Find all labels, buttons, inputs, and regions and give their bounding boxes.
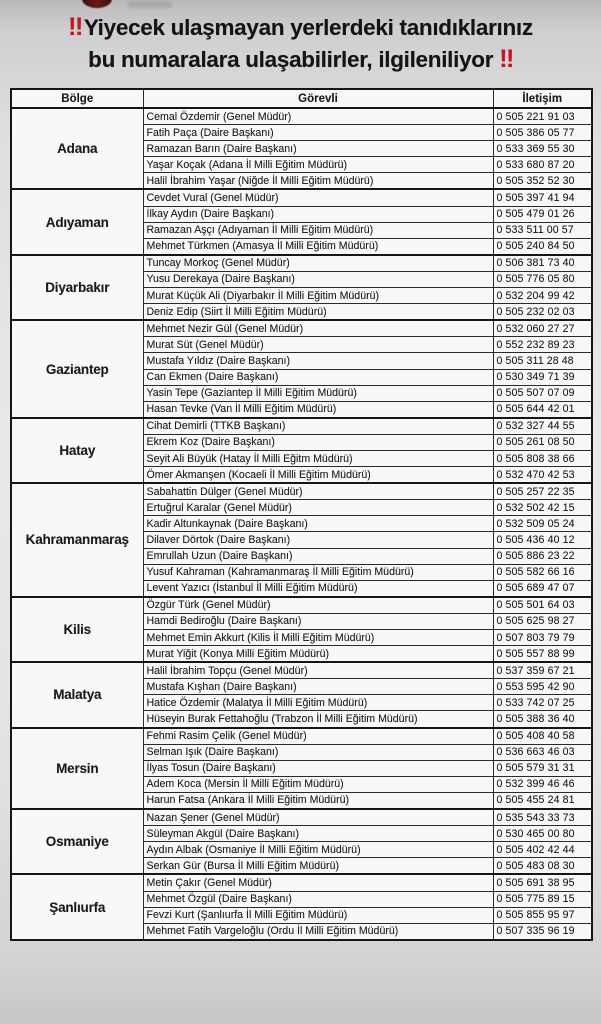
person-cell: Ramazan Aşçı (Adıyaman İl Milli Eğitim Müdürü) [143, 222, 493, 238]
person-cell: Can Ekmen (Daire Başkanı) [143, 369, 493, 385]
person-cell: Seyit Ali Büyük (Hatay İl Milli Eğitm Müdürü) [143, 450, 493, 466]
phone-cell: 0 505 311 28 48 [493, 353, 592, 369]
phone-cell: 0 505 775 89 15 [493, 891, 592, 907]
person-cell: Hamdi Bediroğlu (Daire Başkanı) [143, 613, 493, 629]
table-row [11, 189, 592, 206]
phone-cell: 0 505 689 47 07 [493, 580, 592, 597]
phone-cell: 0 505 483 08 30 [493, 858, 592, 875]
phone-cell: 0 505 402 42 44 [493, 842, 592, 858]
col-header-contact: İletişim [493, 89, 592, 108]
person-cell: Selman Işık (Daire Başkanı) [143, 744, 493, 760]
phone-cell: 0 533 511 00 57 [493, 222, 592, 238]
timestamp-smudge [128, 1, 172, 8]
table-row [11, 418, 592, 435]
phone-cell: 0 505 221 91 03 [493, 108, 592, 125]
person-cell: Dilaver Dörtok (Daire Başkanı) [143, 532, 493, 548]
region-cell: Malatya [11, 662, 143, 727]
region-cell: Adıyaman [11, 189, 143, 254]
phone-cell: 0 532 470 42 53 [493, 467, 592, 484]
person-cell: Kadir Altunkaynak (Daire Başkanı) [143, 516, 493, 532]
person-cell: Yasin Tepe (Gaziantep İl Milli Eğitim Müdürü) [143, 385, 493, 401]
phone-cell: 0 505 579 31 31 [493, 760, 592, 776]
person-cell: İlkay Aydın (Daire Başkanı) [143, 206, 493, 222]
title-line1: Yiyecek ulaşmayan yerlerdeki tanıdıklarınız [83, 15, 533, 40]
contact-table [10, 88, 593, 941]
person-cell: Adem Koca (Mersin İl Milli Eğitim Müdürü) [143, 776, 493, 792]
col-header-region: Bölge [11, 89, 143, 108]
person-cell: Halil İbrahim Yaşar (Niğde İl Milli Eğitim Müdürü) [143, 173, 493, 190]
phone-cell: 0 530 465 00 80 [493, 826, 592, 842]
phone-cell: 0 532 509 05 24 [493, 516, 592, 532]
person-cell: Murat Yiğit (Konya Milli Eğitim Müdürü) [143, 646, 493, 663]
table-row [11, 874, 592, 891]
region-cell: Adana [11, 108, 143, 189]
person-cell: Yusuf Kahraman (Kahramanmaraş İl Milli Eğitim Müdürü) [143, 564, 493, 580]
profile-logo-partial-icon [82, 0, 112, 8]
person-cell: Cevdet Vural (Genel Müdür) [143, 189, 493, 206]
col-header-person: Görevli [143, 89, 493, 108]
person-cell: Hasan Tevke (Van İl Milli Eğitim Müdürü) [143, 401, 493, 418]
person-cell: Özgür Türk (Genel Müdür) [143, 597, 493, 614]
person-cell: Cemal Özdemir (Genel Müdür) [143, 108, 493, 125]
phone-cell: 0 505 625 98 27 [493, 613, 592, 629]
person-cell: Deniz Edip (Siirt İl Milli Eğitim Müdürü) [143, 304, 493, 321]
phone-cell: 0 505 855 95 97 [493, 907, 592, 923]
region-cell: Şanlıurfa [11, 874, 143, 939]
person-cell: Hüseyin Burak Fettahoğlu (Trabzon İl Milli Eğitim Müdürü) [143, 711, 493, 728]
person-cell: Mehmet Emin Akkurt (Kilis İl Milli Eğitim Müdürü) [143, 630, 493, 646]
person-cell: Metin Çakır (Genel Müdür) [143, 874, 493, 891]
person-cell: Murat Küçük Ali (Diyarbakır İl Milli Eğitim Müdürü) [143, 288, 493, 304]
person-cell: Harun Fatsa (Ankara İl Milli Eğitim Müdürü) [143, 792, 493, 809]
person-cell: Nazan Şener (Genel Müdür) [143, 809, 493, 826]
region-cell: Diyarbakır [11, 255, 143, 320]
page-title [0, 12, 601, 76]
person-cell: Mustafa Kışhan (Daire Başkanı) [143, 679, 493, 695]
table-row [11, 320, 592, 337]
person-cell: Ömer Akmanşen (Kocaeli İl Milli Eğitim Müdürü) [143, 467, 493, 484]
table-row [11, 809, 592, 826]
phone-cell: 0 535 543 33 73 [493, 809, 592, 826]
region-cell: Gaziantep [11, 320, 143, 418]
person-cell: Fehmi Rasim Çelik (Genel Müdür) [143, 728, 493, 745]
phone-cell: 0 532 060 27 27 [493, 320, 592, 337]
phone-cell: 0 505 388 36 40 [493, 711, 592, 728]
phone-cell: 0 530 349 71 39 [493, 369, 592, 385]
title-line2: bu numaralara ulaşabilirler, ilgileniliyor [88, 46, 494, 72]
phone-cell: 0 505 582 66 16 [493, 564, 592, 580]
phone-cell: 0 505 408 40 58 [493, 728, 592, 745]
header-row [11, 89, 592, 108]
phone-cell: 0 533 742 07 25 [493, 695, 592, 711]
region-cell: Mersin [11, 728, 143, 809]
phone-cell: 0 537 359 67 21 [493, 662, 592, 679]
phone-cell: 0 505 507 07 09 [493, 385, 592, 401]
region-cell: Hatay [11, 418, 143, 483]
phone-cell: 0 505 455 24 81 [493, 792, 592, 809]
phone-cell: 0 505 557 88 99 [493, 646, 592, 663]
person-cell: Ertuğrul Karalar (Genel Müdür) [143, 500, 493, 516]
phone-cell: 0 507 335 96 19 [493, 923, 592, 940]
person-cell: Fatih Paça (Daire Başkanı) [143, 125, 493, 141]
phone-cell: 0 505 479 01 26 [493, 206, 592, 222]
person-cell: Süleyman Akgül (Daire Başkanı) [143, 826, 493, 842]
phone-cell: 0 505 501 64 03 [493, 597, 592, 614]
phone-cell: 0 505 397 41 94 [493, 189, 592, 206]
person-cell: Fevzi Kurt (Şanlıurfa İl Milli Eğitim Müdürü) [143, 907, 493, 923]
person-cell: Mehmet Türkmen (Amasya İl Milli Eğitim Müdürü) [143, 238, 493, 255]
region-cell: Kahramanmaraş [11, 483, 143, 597]
table-row [11, 662, 592, 679]
exclamation-right-icon: !! [499, 44, 513, 73]
table-row [11, 483, 592, 500]
table-row [11, 597, 592, 614]
region-cell: Osmaniye [11, 809, 143, 874]
table-row [11, 108, 592, 125]
table-row [11, 728, 592, 745]
phone-cell: 0 505 352 52 30 [493, 173, 592, 190]
person-cell: Mehmet Fatih Vargeloğlu (Ordu İl Milli Eğitim Müdürü) [143, 923, 493, 940]
person-cell: Murat Süt (Genel Müdür) [143, 337, 493, 353]
phone-cell: 0 536 663 46 03 [493, 744, 592, 760]
phone-cell: 0 507 803 79 79 [493, 630, 592, 646]
phone-cell: 0 552 232 89 23 [493, 337, 592, 353]
phone-cell: 0 505 776 05 80 [493, 271, 592, 287]
person-cell: Levent Yazıcı (İstanbul İl Milli Eğitim Müdürü) [143, 580, 493, 597]
region-cell: Kilis [11, 597, 143, 662]
phone-cell: 0 505 386 05 77 [493, 125, 592, 141]
person-cell: Serkan Gür (Bursa İl Milli Eğitim Müdürü) [143, 858, 493, 875]
person-cell: Yusu Derekaya (Daire Başkanı) [143, 271, 493, 287]
phone-cell: 0 505 808 38 66 [493, 450, 592, 466]
person-cell: Emrullah Uzun (Daire Başkanı) [143, 548, 493, 564]
person-cell: Sabahattin Dülger (Genel Müdür) [143, 483, 493, 500]
person-cell: Tuncay Morkoç (Genel Müdür) [143, 255, 493, 272]
person-cell: Aydın Albak (Osmaniye İl Milli Eğitim Müdürü) [143, 842, 493, 858]
phone-cell: 0 505 436 40 12 [493, 532, 592, 548]
phone-cell: 0 533 369 55 30 [493, 141, 592, 157]
phone-cell: 0 532 399 46 46 [493, 776, 592, 792]
person-cell: Hatice Özdemir (Malatya İl Milli Eğitim Müdürü) [143, 695, 493, 711]
table-row [11, 255, 592, 272]
phone-cell: 0 505 257 22 35 [493, 483, 592, 500]
phone-cell: 0 533 680 87 20 [493, 157, 592, 173]
phone-cell: 0 505 644 42 01 [493, 401, 592, 418]
person-cell: İlyas Tosun (Daire Başkanı) [143, 760, 493, 776]
person-cell: Mehmet Özgül (Daire Başkanı) [143, 891, 493, 907]
person-cell: Mehmet Nezir Gül (Genel Müdür) [143, 320, 493, 337]
phone-cell: 0 505 240 84 50 [493, 238, 592, 255]
exclamation-left-icon: !! [68, 13, 82, 41]
phone-cell: 0 553 595 42 90 [493, 679, 592, 695]
phone-cell: 0 505 691 38 95 [493, 874, 592, 891]
phone-cell: 0 505 886 23 22 [493, 548, 592, 564]
phone-cell: 0 532 327 44 55 [493, 418, 592, 435]
person-cell: Cihat Demirli (TTKB Başkanı) [143, 418, 493, 435]
phone-cell: 0 506 381 73 40 [493, 255, 592, 272]
person-cell: Mustafa Yıldız (Daire Başkanı) [143, 353, 493, 369]
phone-cell: 0 532 502 42 15 [493, 500, 592, 516]
phone-cell: 0 505 232 02 03 [493, 304, 592, 321]
person-cell: Yaşar Koçak (Adana İl Milli Eğitim Müdürü) [143, 157, 493, 173]
person-cell: Ekrem Koz (Daire Başkanı) [143, 434, 493, 450]
phone-cell: 0 505 261 08 50 [493, 434, 592, 450]
phone-cell: 0 532 204 99 42 [493, 288, 592, 304]
person-cell: Halil İbrahim Topçu (Genel Müdür) [143, 662, 493, 679]
person-cell: Ramazan Barın (Daire Başkanı) [143, 141, 493, 157]
